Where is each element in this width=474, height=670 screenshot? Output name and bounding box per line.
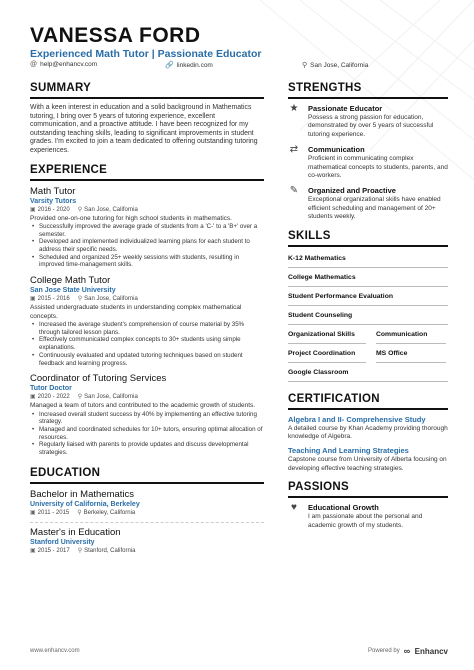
experience-item xyxy=(30,373,264,457)
brand-name: Enhancv xyxy=(414,646,448,656)
job-location: San Jose, California xyxy=(84,296,138,303)
certification-item xyxy=(288,415,448,442)
passions-section xyxy=(288,481,448,530)
job-org: Tutor Doctor xyxy=(30,385,72,393)
summary-section xyxy=(30,82,264,156)
calendar-icon: ▣ xyxy=(30,296,36,303)
strength-text: Proficient in communicating complex mathematical concepts to students, parents, and co-workers. xyxy=(308,155,448,180)
contact-location xyxy=(302,61,368,69)
job-bullet: • Increased overall student success by 40% by implementing an effective tutoring strategy. xyxy=(30,411,264,426)
certification-text: A detailed course by Khan Academy providing thorough knowledge of Algebra. xyxy=(288,424,448,441)
headline: Experienced Math Tutor | Passionate Educator xyxy=(30,48,262,60)
job-meta xyxy=(30,206,264,214)
certification-section xyxy=(288,393,448,474)
education-item xyxy=(30,489,264,517)
footer-brand[interactable] xyxy=(368,646,448,656)
strength-text: Exceptional organizational skills have enabled efficient scheduling and management of 20+ students weekly. xyxy=(308,196,441,221)
education-dates: 2015 - 2017 xyxy=(37,547,70,554)
education-dates: 2011 - 2015 xyxy=(37,509,70,516)
location-pin-icon: ⚲ xyxy=(77,394,83,401)
calendar-icon: ▣ xyxy=(30,394,36,401)
strength-title: Organized and Proactive xyxy=(308,186,396,196)
passion-title: Educational Growth xyxy=(308,503,379,513)
skills-list xyxy=(288,252,448,385)
strengths-title: STRENGTHS xyxy=(288,82,448,99)
job-bullet: • Regularly liaised with parents to provide updates and discuss developmental strategies. xyxy=(30,441,264,456)
certification-name: Teaching And Learning Strategies xyxy=(288,446,409,456)
skill-tag: K-12 Mathematics xyxy=(288,252,448,268)
experience-item xyxy=(30,275,264,367)
job-bullet: • Effectively communicated complex concepts to 30+ students using simple explanations. xyxy=(30,336,264,351)
job-description: Managed a team of tutors and contributed to the academic growth of students. xyxy=(30,402,256,410)
communication-icon: ⇄ xyxy=(289,144,299,156)
experience-item xyxy=(30,186,264,270)
degree: Bachelor in Mathematics xyxy=(30,488,135,500)
strengths-section xyxy=(288,82,448,222)
contact-email[interactable] xyxy=(30,61,97,68)
certification-title: CERTIFICATION xyxy=(288,393,448,410)
job-bullets xyxy=(30,223,264,269)
skill-tag: College Mathematics xyxy=(288,271,448,287)
job-org: Varsity Tutors xyxy=(30,197,77,205)
passions-title: PASSIONS xyxy=(288,481,448,498)
job-bullets xyxy=(30,321,264,367)
experience-section xyxy=(30,164,264,457)
passion-item xyxy=(288,503,448,530)
skill-tag: Communication xyxy=(376,328,446,344)
strength-item xyxy=(288,145,448,180)
job-org: San Jose State University xyxy=(30,287,116,295)
job-bullets xyxy=(30,411,264,457)
skills-title: SKILLS xyxy=(288,230,448,247)
heart-icon: ♥ xyxy=(291,502,297,514)
email-text: help@enhancv.com xyxy=(40,61,98,68)
strength-item xyxy=(288,186,448,221)
job-role: Math Tutor xyxy=(30,185,76,197)
left-column xyxy=(30,82,264,560)
job-bullet: • Increased the average student's comprehension of course material by 35% through tailored lesson plans. xyxy=(30,321,264,336)
skill-tag: MS Office xyxy=(376,347,446,363)
job-bullet: • Successfully improved the average grade of students from a 'C-' to a 'B+' over a semester. xyxy=(30,223,264,238)
location-pin-icon: ⚲ xyxy=(77,296,83,303)
job-role: College Math Tutor xyxy=(30,275,111,287)
experience-title: EXPERIENCE xyxy=(30,164,264,181)
contact-linkedin[interactable] xyxy=(165,61,213,69)
job-bullet: • Developed and implemented individualized learning plans for each student to address their specific needs. xyxy=(30,238,264,253)
location-pin-icon: ⚲ xyxy=(77,509,82,516)
job-role: Coordinator of Tutoring Services xyxy=(30,373,167,385)
skill-tag: Project Coordination xyxy=(288,347,366,363)
candidate-name: VANESSA FORD xyxy=(30,24,201,47)
calendar-icon: ▣ xyxy=(30,509,36,516)
footer-website[interactable]: www.enhancv.com xyxy=(30,648,80,654)
strength-title: Communication xyxy=(308,145,365,155)
school: Stanford University xyxy=(30,538,95,546)
powered-by-text: Powered by xyxy=(368,648,400,654)
right-column xyxy=(288,82,448,536)
calendar-icon: ▣ xyxy=(30,547,36,554)
summary-text: With a keen interest in education and a solid background in Mathematics tutoring, I bring over 5 years of tutoring experience, excellent communication, and a proactive attitude. I have been recognized for my outstanding teaching skills, leading to significant improvements in student grades. I'm excited to join a team dedicated to offering outstanding tutoring experiences. xyxy=(30,104,258,154)
education-title: EDUCATION xyxy=(30,467,264,484)
skill-tag: Google Classroom xyxy=(288,366,448,382)
certification-name: Algebra I and II- Comprehensive Study xyxy=(288,414,426,424)
job-bullet: • Managed and coordinated schedules for 10+ tutors, ensuring optimal allocation of resources. xyxy=(30,426,264,441)
job-location: San Jose, California xyxy=(84,394,138,401)
job-description: Provided one-on-one tutoring for high school students in mathematics. xyxy=(30,214,232,222)
education-location: Berkeley, California xyxy=(83,509,136,516)
pen-icon: ✎ xyxy=(289,185,299,197)
summary-title: SUMMARY xyxy=(30,82,264,99)
star-icon: ★ xyxy=(289,103,299,114)
footer xyxy=(30,646,448,656)
education-location: Stanford, California xyxy=(84,547,136,554)
link-icon: 🔗 xyxy=(165,62,174,69)
skills-section xyxy=(288,230,448,385)
location-pin-icon: ⚲ xyxy=(302,62,308,69)
skill-tag: Student Counseling xyxy=(288,309,448,325)
location-pin-icon: ⚲ xyxy=(77,206,83,213)
education-meta xyxy=(30,509,264,517)
skill-tag: Student Performance Evaluation xyxy=(288,290,448,306)
job-dates: 2016 - 2020 xyxy=(37,206,70,213)
skill-tag: Organizational Skills xyxy=(288,328,366,344)
job-meta xyxy=(30,393,264,401)
education-meta xyxy=(30,547,264,555)
job-location: San Jose, California xyxy=(84,206,138,213)
email-icon: @ xyxy=(30,61,38,68)
job-meta xyxy=(30,295,264,303)
job-description: Assisted undergraduate students in understanding complex mathematical concepts. xyxy=(30,304,242,320)
strength-title: Passionate Educator xyxy=(308,104,383,113)
location-text: San Jose, California xyxy=(310,61,369,69)
job-dates: 2020 - 2022 xyxy=(37,394,70,401)
education-item xyxy=(30,522,264,555)
calendar-icon: ▣ xyxy=(30,206,36,213)
certification-item xyxy=(288,446,448,473)
location-pin-icon: ⚲ xyxy=(77,547,83,554)
enhancv-logo-icon: ∞ xyxy=(403,646,411,656)
job-bullet: • Scheduled and organized 25+ weekly sessions with students, resulting in improved time-management skills. xyxy=(30,254,264,269)
linkedin-text: linkedin.com xyxy=(176,61,213,69)
school: University of California, Berkeley xyxy=(30,500,140,508)
strength-text: Possess a strong passion for education, demonstrated by over 5 years of successful tutoring experience. xyxy=(308,114,434,138)
strength-item xyxy=(288,104,448,139)
education-section xyxy=(30,467,264,555)
certification-text: Capstone course from University of Alberta focusing on developing effective teaching strategies. xyxy=(288,456,447,472)
degree: Master's in Education xyxy=(30,526,121,538)
job-dates: 2015 - 2016 xyxy=(37,296,70,303)
passion-text: I am passionate about the personal and academic growth of my students. xyxy=(308,513,423,529)
job-bullet: • Continuously evaluated and updated tutoring techniques based on student feedback and learning progress. xyxy=(30,352,264,367)
